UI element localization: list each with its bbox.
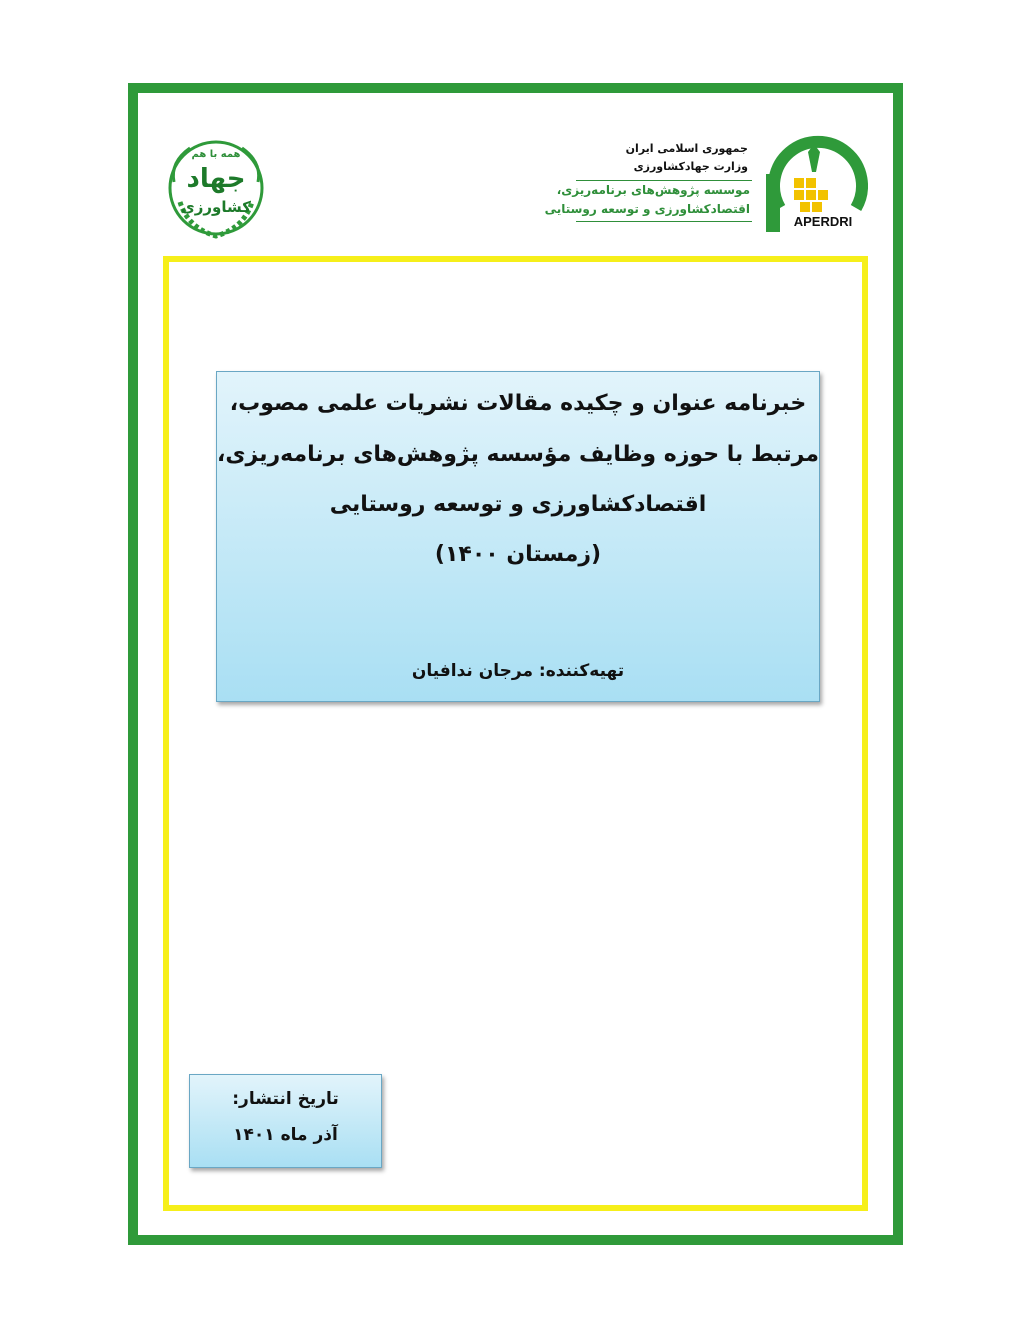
publish-date-value: آذر ماه ۱۴۰۱ (233, 1125, 338, 1145)
author-line: تهیه‌کننده: مرجان ندافیان (411, 661, 625, 681)
title-line-4: (زمستان ۱۴۰۰) (434, 542, 602, 567)
jahad-keshavarzi-logo (160, 132, 272, 244)
jahad-logo-sub-text: کشاورزی (181, 198, 251, 216)
jahad-logo-top-text: همه با هم (191, 149, 241, 160)
gov-line-1: جمهوری اسلامی ایران (625, 142, 748, 155)
title-line-1: خبرنامه عنوان و چکیده مقالات نشریات علمی مصوب، (229, 391, 807, 416)
title-line-2: مرتبط با حوزه وظایف مؤسسه پژوهش‌های برنامه‌ریزی، (217, 442, 819, 467)
title-box (216, 371, 820, 702)
title-line-3: اقتصادکشاورزی و توسعه روستایی (329, 492, 707, 517)
aperdri-logo (760, 132, 868, 236)
publish-date-box (189, 1074, 382, 1168)
gov-line-2: وزارت جهادکشاورزی (633, 160, 748, 173)
publish-date-label: تاریخ انتشار: (232, 1089, 339, 1109)
jahad-logo-main-text: جهاد (186, 164, 246, 194)
org-line-1: موسسه پژوهش‌های برنامه‌ریزی، (556, 183, 750, 197)
org-divider-bottom (576, 221, 752, 222)
org-divider-top (576, 180, 752, 181)
org-line-2: اقتصادکشاورزی و توسعه روستایی (544, 202, 750, 216)
aperdri-caption: APERDRI (793, 214, 853, 229)
